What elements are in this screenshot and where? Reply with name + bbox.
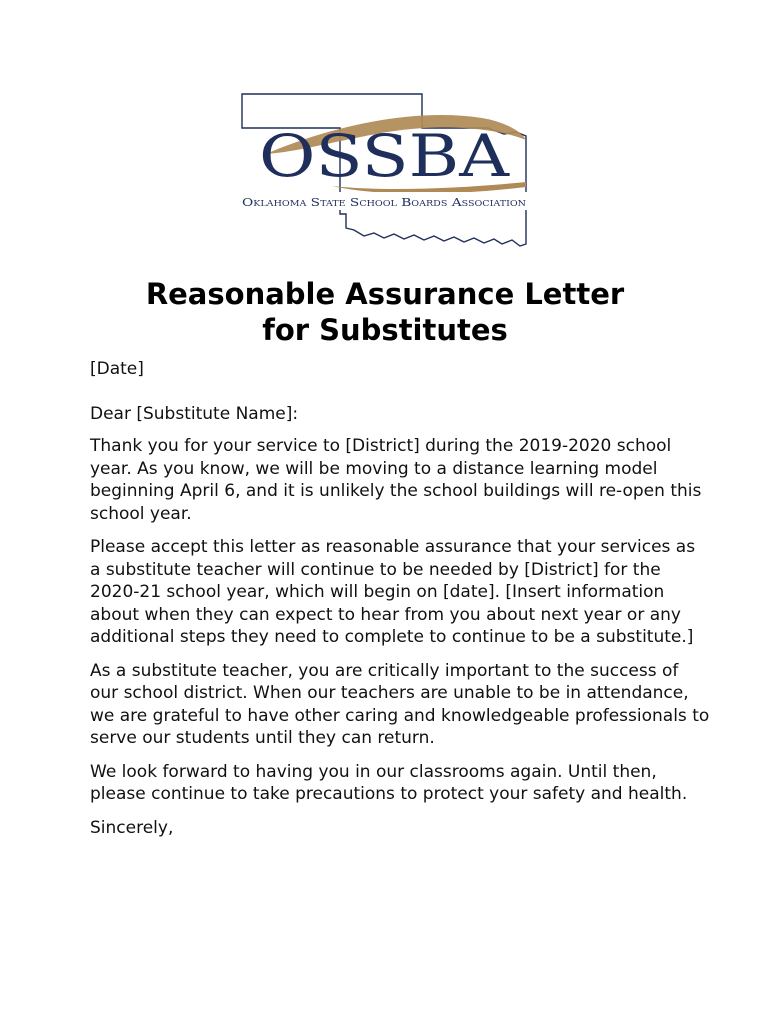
ossba-logo	[236, 88, 530, 252]
salutation: Dear [Substitute Name]:	[90, 403, 299, 424]
letter-title	[0, 276, 770, 348]
ossba-logo-graphic	[236, 88, 530, 252]
paragraph-importance: As a substitute teacher, you are critically important to the success of our school district. When our teachers are unable to be in attendance, we are grateful to have other caring and knowledgeable professionals to serve our students until they can return.	[90, 660, 710, 748]
logo-acronym: OSSBA	[259, 122, 511, 190]
logo-association-name: Oklahoma State School Boards Association	[242, 195, 526, 209]
paragraph-assurance: Please accept this letter as reasonable assurance that your services as a substitute teacher will continue to be needed by [District] for the 2020-21 school year, which will begin on [date]. [Insert information about when they can expect to hear from you about next year or any additional steps they need to complete to continue to be a substitute.]	[90, 537, 696, 647]
title-line-2: for Substitutes	[262, 313, 508, 347]
letter-body	[90, 358, 710, 850]
closing: Sincerely,	[90, 817, 174, 838]
paragraph-service: Thank you for your service to [District] during the 2019-2020 school year. As you know, we will be moving to a distance learning model beginning April 6, and it is unlikely the school buildings will re-open this school year.	[90, 436, 702, 524]
title-line-1: Reasonable Assurance Letter	[145, 277, 625, 311]
date-placeholder: [Date]	[90, 359, 144, 379]
paragraph-closing-wish: We look forward to having you in our classrooms again. Until then, please continue to take precautions to protect your safety and health.	[90, 761, 688, 804]
